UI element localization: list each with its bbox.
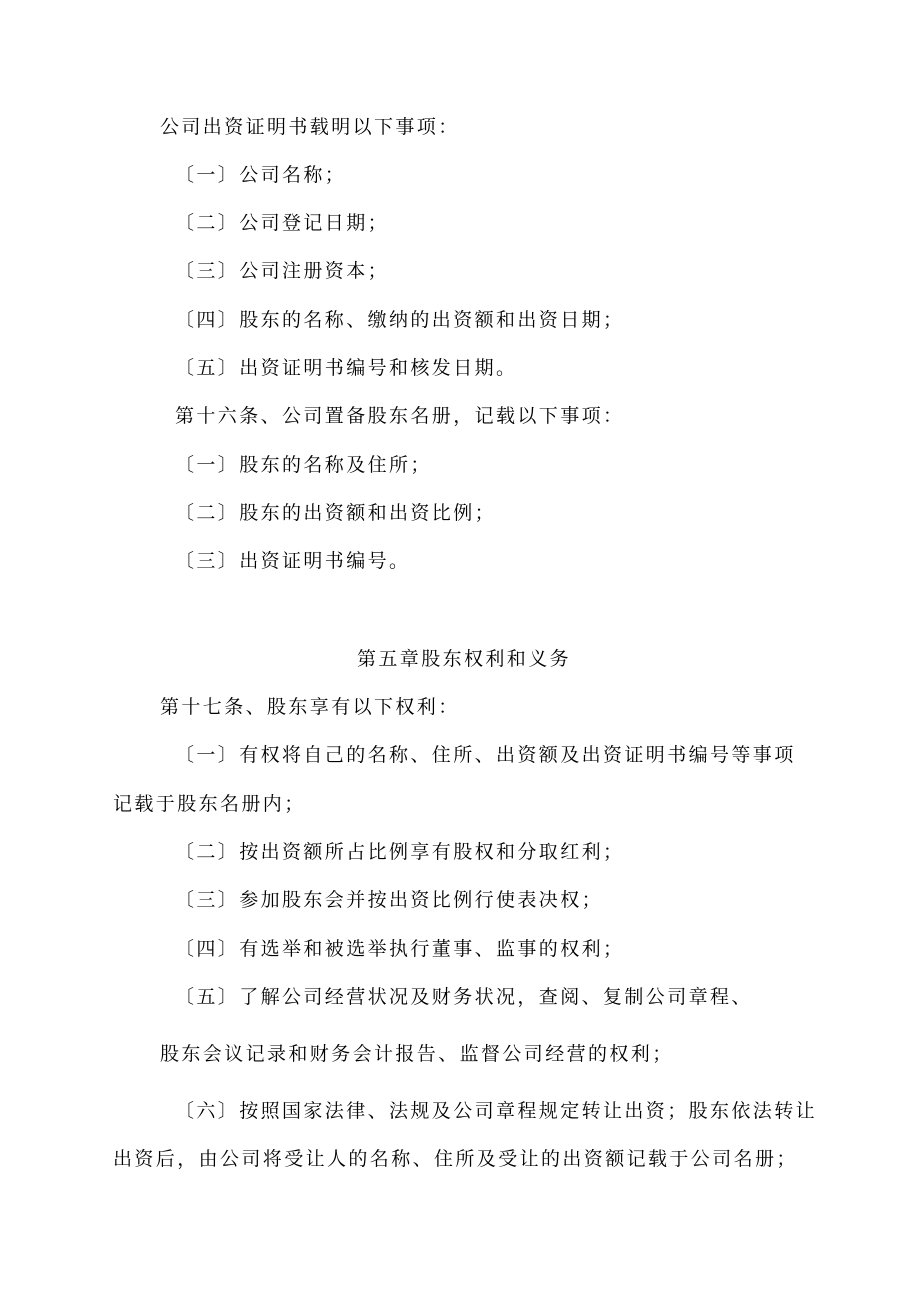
list-item-certificate-number: 〔五〕出资证明书编号和核发日期。 (175, 357, 518, 379)
right-item-2: 〔二〕按出资额所占比例享有股权和分取红利； (175, 841, 625, 863)
article-16: 第十六条、公司置备股东名册，记载以下事项： (175, 405, 625, 427)
list-item-company-name: 〔一〕公司名称； (175, 164, 347, 186)
paragraph-intro: 公司出资证明书载明以下事项： (160, 116, 460, 138)
list-item-shareholder-contribution: 〔四〕股东的名称、缴纳的出资额和出资日期； (175, 309, 625, 331)
right-item-6: 〔六〕按照国家法律、法规及公司章程规定转让出资；股东依法转让 (175, 1100, 818, 1122)
list-item-shareholder-address: 〔一〕股东的名称及住所； (175, 454, 432, 476)
right-item-1-cont: 记载于股东名册内； (113, 793, 306, 815)
right-item-6-cont: 出资后，由公司将受让人的名称、住所及受让的出资额记载于公司名册； (113, 1148, 798, 1170)
right-item-5-cont: 股东会议记录和财务会计报告、监督公司经营的权利； (160, 1043, 674, 1065)
right-item-4: 〔四〕有选举和被选举执行董事、监事的权利； (175, 938, 625, 960)
list-item-certificate-no: 〔三〕出资证明书编号。 (175, 550, 411, 572)
list-item-registration-date: 〔二〕公司登记日期； (175, 212, 390, 234)
right-item-3: 〔三〕参加股东会并按出资比例行使表决权； (175, 889, 604, 911)
right-item-5: 〔五〕了解公司经营状况及财务状况，查阅、复制公司章程、 (175, 986, 753, 1008)
right-item-1: 〔一〕有权将自己的名称、住所、出资额及出资证明书编号等事项 (175, 744, 796, 766)
list-item-registered-capital: 〔三〕公司注册资本； (175, 260, 390, 282)
chapter-heading: 第五章股东权利和义务 (357, 648, 572, 670)
list-item-contribution-ratio: 〔二〕股东的出资额和出资比例； (175, 502, 497, 524)
article-17: 第十七条、股东享有以下权利： (160, 696, 460, 718)
